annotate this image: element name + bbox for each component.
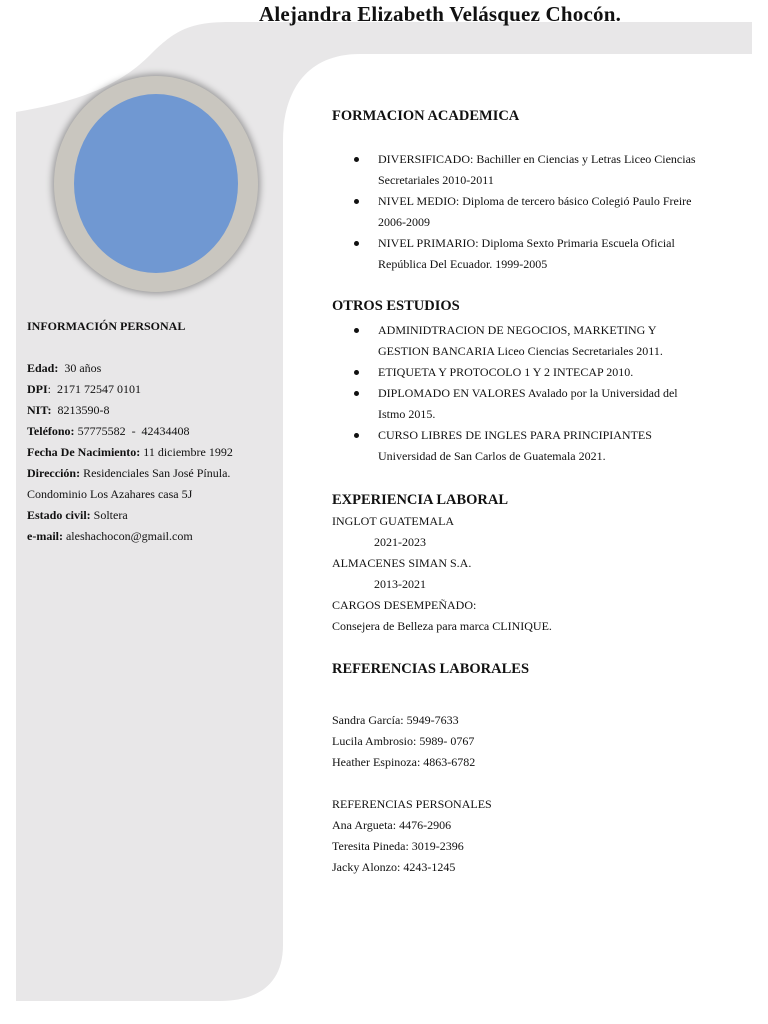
info-row-email — [27, 526, 277, 547]
reference-item: Heather Espinoza: 4863-6782 — [332, 755, 476, 769]
info-value: Condominio Los Azahares casa 5J — [27, 487, 193, 501]
reference-item: Sandra García: 5949-7633 — [332, 713, 459, 727]
reference-item: Jacky Alonzo: 4243-1245 — [332, 860, 456, 874]
experiencia-heading: EXPERIENCIA LABORAL — [332, 492, 509, 508]
experiencia-company-2: ALMACENES SIMAN S.A. — [332, 556, 472, 570]
info-label: DPI — [27, 382, 48, 396]
info-label: Estado civil: — [27, 508, 91, 522]
referencias-laborales-list — [332, 710, 732, 773]
info-row-direccion-cont — [27, 484, 277, 505]
info-label: Teléfono: — [27, 424, 75, 438]
cargos-value: Consejera de Belleza para marca CLINIQUE. — [332, 619, 552, 633]
profile-photo-placeholder — [74, 94, 238, 273]
list-item-line: República Del Ecuador. 1999-2005 — [378, 257, 548, 271]
otros-estudios-heading: OTROS ESTUDIOS — [332, 298, 460, 314]
info-value: 11 diciembre 1992 — [140, 445, 233, 459]
bullet-icon — [354, 370, 359, 375]
referencias-personales-list — [332, 815, 732, 878]
info-label: Dirección: — [27, 466, 81, 480]
list-item — [332, 383, 732, 425]
formacion-list — [332, 149, 732, 275]
info-row-telefono — [27, 421, 277, 442]
experiencia-company-1: INGLOT GUATEMALA — [332, 514, 455, 528]
experiencia-years-2: 2013-2021 — [374, 577, 426, 591]
reference-item: Teresita Pineda: 3019-2396 — [332, 839, 464, 853]
info-value: aleshachocon@gmail.com — [62, 529, 193, 543]
info-row-fecha-nacimiento — [27, 442, 277, 463]
referencias-laborales-heading: REFERENCIAS LABORALES — [332, 661, 530, 677]
list-item-line: NIVEL PRIMARIO: Diploma Sexto Primaria Escuela Oficial — [378, 236, 675, 250]
list-item-line: NIVEL MEDIO: Diploma de tercero básico Colegió Paulo Freire — [378, 194, 692, 208]
referencias-personales-heading: REFERENCIAS PERSONALES — [332, 797, 492, 811]
list-item-line: ETIQUETA Y PROTOCOLO 1 Y 2 INTECAP 2010. — [378, 365, 634, 379]
info-label: NIT: — [27, 403, 52, 417]
bullet-icon — [354, 157, 359, 162]
experiencia-years-1: 2021-2023 — [374, 535, 426, 549]
list-item-line: ADMINIDTRACION DE NEGOCIOS, MARKETING Y — [378, 323, 657, 337]
main-content — [332, 108, 732, 878]
bullet-icon — [354, 199, 359, 204]
reference-item: Lucila Ambrosio: 5989- 0767 — [332, 734, 475, 748]
bullet-icon — [354, 391, 359, 396]
info-value: Soltera — [90, 508, 128, 522]
info-label: Fecha De Nacimiento: — [27, 445, 141, 459]
info-value: : 2171 72547 0101 — [47, 382, 142, 396]
cargos-label: CARGOS DESEMPEÑADO: — [332, 598, 477, 612]
list-item-line: Istmo 2015. — [378, 407, 436, 421]
list-item-line: Secretariales 2010-2011 — [378, 173, 494, 187]
list-item — [332, 320, 732, 362]
personal-info-section — [27, 316, 277, 547]
profile-photo-frame — [54, 76, 258, 292]
personal-info-heading: INFORMACIÓN PERSONAL — [27, 319, 186, 333]
info-value: 57775582 - 42434408 — [74, 424, 190, 438]
resume-name: Alejandra Elizabeth Velásquez Chocón. — [258, 2, 622, 26]
list-item-line: DIPLOMADO EN VALORES Avalado por la Universidad del — [378, 386, 678, 400]
bullet-icon — [354, 433, 359, 438]
list-item-line: 2006-2009 — [378, 215, 430, 229]
info-row-edad — [27, 358, 277, 379]
otros-estudios-list — [332, 320, 732, 467]
info-value: 8213590-8 — [51, 403, 110, 417]
list-item-line: CURSO LIBRES DE INGLES PARA PRINCIPIANTES — [378, 428, 652, 442]
bullet-icon — [354, 328, 359, 333]
info-row-nit — [27, 400, 277, 421]
list-item-line: GESTION BANCARIA Liceo Ciencias Secretariales 2011. — [378, 344, 663, 358]
list-item — [332, 233, 732, 275]
reference-item: Ana Argueta: 4476-2906 — [332, 818, 452, 832]
formacion-heading: FORMACION ACADEMICA — [332, 108, 520, 124]
info-label: Edad: — [27, 361, 59, 375]
list-item — [332, 362, 732, 383]
list-item — [332, 149, 732, 191]
info-value: Residenciales San José Pínula. — [80, 466, 231, 480]
info-row-direccion — [27, 463, 277, 484]
bullet-icon — [354, 241, 359, 246]
list-item — [332, 425, 732, 467]
info-row-estado-civil — [27, 505, 277, 526]
info-row-dpi — [27, 379, 277, 400]
info-label: e-mail: — [27, 529, 63, 543]
list-item-line: DIVERSIFICADO: Bachiller en Ciencias y Letras Liceo Ciencias — [378, 152, 696, 166]
info-value: 30 años — [58, 361, 102, 375]
list-item — [332, 191, 732, 233]
list-item-line: Universidad de San Carlos de Guatemala 2021. — [378, 449, 606, 463]
